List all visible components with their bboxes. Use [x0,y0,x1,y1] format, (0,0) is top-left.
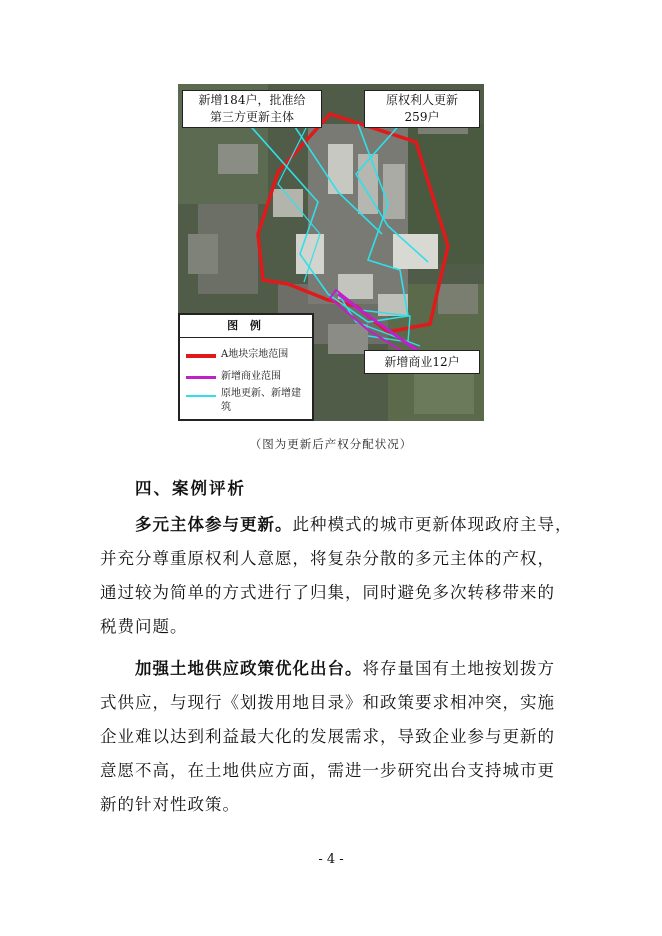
map-legend [178,313,314,421]
paragraph-2-line-3: 企业难以达到利益最大化的发展需求，导致企业参与更新的 [100,727,555,746]
legend-swatch-red [186,354,216,358]
figure-caption: （图为更新后产权分配状况） [249,437,413,451]
callout-original-owner-line1: 原权利人更新 [385,93,458,107]
paragraph-2-line-1-rest: 将存量国有土地按划拨方 [362,659,555,678]
callout-third-party [182,90,322,128]
paragraph-1-line-2: 并充分尊重原权利人意愿，将复杂分散的多元主体的产权， [100,549,555,568]
callout-commercial-line1: 新增商业12户 [384,355,460,369]
legend-item-parcel [186,348,303,362]
paragraph-1-line-3: 通过较为简单的方式进行了归集，同时避免多次转移带来的 [100,583,555,602]
paragraph-1-line-1 [100,508,573,542]
paragraph-1-line-1-rest: 此种模式的城市更新体现政府主导， [292,515,573,534]
legend-title: 图 例 [180,315,312,338]
legend-label-commercial: 新增商业范围 [221,371,281,382]
legend-item-rebuild [186,387,303,415]
legend-swatch-magenta [186,376,216,379]
paragraph-1 [100,508,573,644]
paragraph-2-line-1 [100,652,570,686]
paragraph-2-line-5: 新的针对性政策。 [100,795,240,814]
paragraph-1-line-4: 税费问题。 [100,617,188,636]
legend-swatch-cyan [186,395,216,397]
paragraph-2-lead: 加强土地供应政策优化出台。 [135,659,363,678]
callout-commercial [364,350,480,374]
paragraph-2-line-4: 意愿不高，在土地供应方面，需进一步研究出台支持城市更 [100,761,555,780]
paragraph-1-lead: 多元主体参与更新。 [135,515,293,534]
callout-original-owner-line2: 259户 [404,110,440,124]
callout-third-party-line1: 新增184户，批准给 [198,93,306,107]
callout-original-owner [364,90,480,128]
page-number: - 4 - [318,852,344,867]
legend-label-rebuild: 原地更新、新增建筑 [221,388,301,413]
aerial-map-figure [178,84,484,421]
section-heading: 四、案例评析 [135,479,246,498]
legend-label-parcel: A地块宗地范围 [221,349,289,360]
paragraph-2-line-2: 式供应，与现行《划拨用地目录》和政策要求相冲突，实施 [100,693,555,712]
callout-third-party-line2: 第三方更新主体 [209,110,294,124]
paragraph-2 [100,652,570,822]
legend-item-commercial [186,370,303,384]
